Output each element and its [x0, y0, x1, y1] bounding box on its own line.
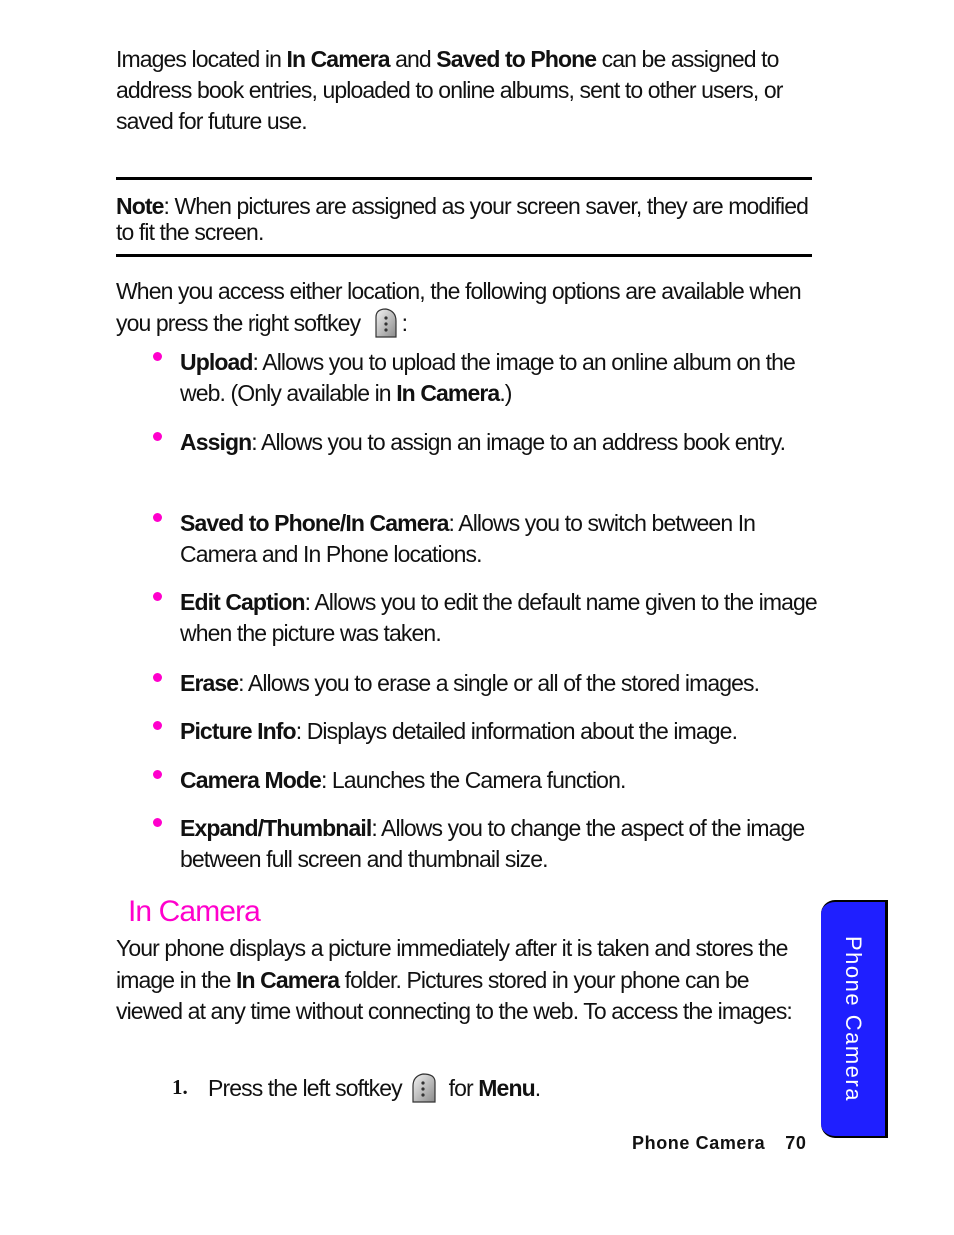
list-item: Camera Mode: Launches the Camera function. [180, 767, 626, 793]
list-item: Edit Caption: Allows you to edit the default name given to the image when the picture was taken. [180, 589, 817, 646]
note-bottom-rule [116, 254, 812, 257]
chapter-side-tab [821, 900, 888, 1138]
section-heading: In Camera [128, 895, 260, 928]
note-label: Note [116, 193, 164, 219]
note: Note: When pictures are assigned as your screen saver, they are modified to fit the screen. [116, 193, 809, 245]
bullet-icon [153, 770, 162, 779]
options-intro: When you access either location, the following options are available when you press the right softkey : [116, 276, 816, 339]
page-number: 70 [785, 1133, 807, 1153]
note-top-rule [116, 177, 812, 180]
footer-section: Phone Camera [632, 1133, 766, 1153]
side-tab-label: Phone Camera [841, 936, 866, 1102]
list-item: Expand/Thumbnail: Allows you to change the aspect of the image between full screen and thumbnail size. [180, 815, 805, 872]
intro-paragraph: Images located in In Camera and Saved to Phone can be assigned to address book entries, uploaded to online albums, sent to other users, or saved for future use. [116, 46, 783, 134]
bullet-icon [153, 721, 162, 730]
bullet-icon [153, 592, 162, 601]
page-footer [632, 1133, 806, 1154]
right-softkey-icon [372, 307, 398, 339]
bullet-icon [153, 818, 162, 827]
step-1: Press the left softkey for Menu. [208, 1072, 808, 1104]
list-item: Assign: Allows you to assign an image to an address book entry. [180, 429, 786, 455]
section-paragraph: Your phone displays a picture immediately after it is taken and stores the image in the In Camera folder. Pictures stored in your phone can be viewed at any time without connecting to the web. To access the images: [116, 935, 792, 1024]
bullet-icon [153, 513, 162, 522]
bullet-icon [153, 352, 162, 361]
left-softkey-icon [411, 1072, 439, 1104]
list-item: Picture Info: Displays detailed information about the image. [180, 718, 738, 744]
list-item: Upload: Allows you to upload the image to an online album on the web. (Only available in In Camera.) [180, 349, 795, 406]
list-item: Saved to Phone/In Camera: Allows you to switch between In Camera and In Phone locations. [180, 510, 756, 567]
bullet-icon [153, 432, 162, 441]
list-item: Erase: Allows you to erase a single or all of the stored images. [180, 670, 760, 696]
step-number: 1. [172, 1075, 188, 1099]
bullet-icon [153, 673, 162, 682]
